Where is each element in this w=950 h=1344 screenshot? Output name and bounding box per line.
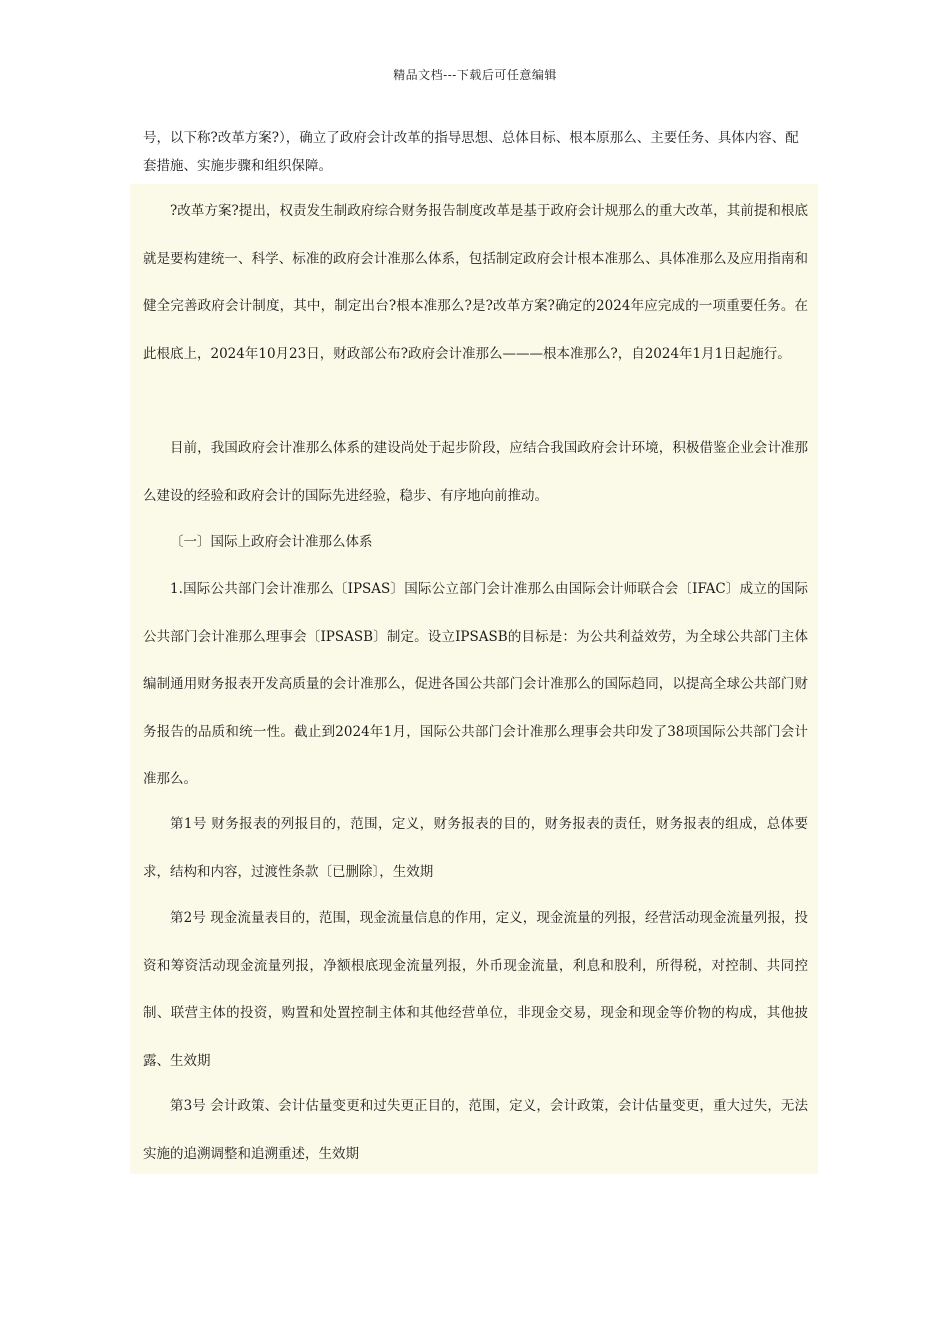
section-heading: 〔一〕国际上政府会计准那么体系 xyxy=(170,534,373,550)
paragraph-standard-3: 第3号 会计政策、会计估量变更和过失更正目的，范围，定义，会计政策，会计估量变更，重大过失，无法实施的追溯调整和追溯重述，生效期 xyxy=(143,1098,808,1162)
paragraph-ipsas: 1.国际公共部门会计准那么〔IPSAS〕国际公立部门会计准那么由国际会计师联合会〔IFAC〕成立的国际公共部门会计准那么理事会〔IPSASB〕制定。设立IPSASB的目标是：为公共利益效劳，为全球公共部门主体编制通用财务报表开发高质量的会计准那么，促进各国公共部门会计准那么的国际趋同，以提高全球公共部门财务报告的品质和统一性。截止到2024年1月，国际公共部门会计准那么理事会共印发了38项国际公共部门会计准那么。 xyxy=(143,581,808,787)
intro-paragraph: 号，以下称?改革方案?），确立了政府会计改革的指导思想、总体目标、根本原那么、主要任务、具体内容、配套措施、实施步骤和组织保障。 xyxy=(143,130,799,174)
page-header: 精品文档---下载后可任意编辑 xyxy=(393,68,557,82)
paragraph-standard-2: 第2号 现金流量表目的，范围，现金流量信息的作用，定义，现金流量的列报，经营活动现金流量列报，投资和筹资活动现金流量列报，净额根底现金流量列报，外币现金流量，利息和股利，所得税，对控制、共同控制、联营主体的投资，购置和处置控制主体和其他经营单位，非现金交易，现金和现金等价物的构成，其他披露、生效期 xyxy=(143,910,808,1069)
paragraph-current-status: 目前，我国政府会计准那么体系的建设尚处于起步阶段，应结合我国政府会计环境，积极借鉴企业会计准那么建设的经验和政府会计的国际先进经验，稳步、有序地向前推动。 xyxy=(143,440,808,504)
paragraph-standard-1: 第1号 财务报表的列报目的，范围，定义，财务报表的目的，财务报表的责任，财务报表的组成，总体要求，结构和内容，过渡性条款〔已删除〕，生效期 xyxy=(143,816,808,880)
paragraph-reform-plan: ?改革方案?提出，权责发生制政府综合财务报告制度改革是基于政府会计规那么的重大改革，其前提和根底就是要构建统一、科学、标准的政府会计准那么体系，包括制定政府会计根本准那么、具体准那么及应用指南和健全完善政府会计制度，其中，制定出台?根本准那么?是?改革方案?确定的2024年应完成的一项重要任务。在此根底上，2024年10月23日，财政部公布?政府会计准那么———根本准那么?，自2024年1月1日起施行。 xyxy=(143,203,808,362)
